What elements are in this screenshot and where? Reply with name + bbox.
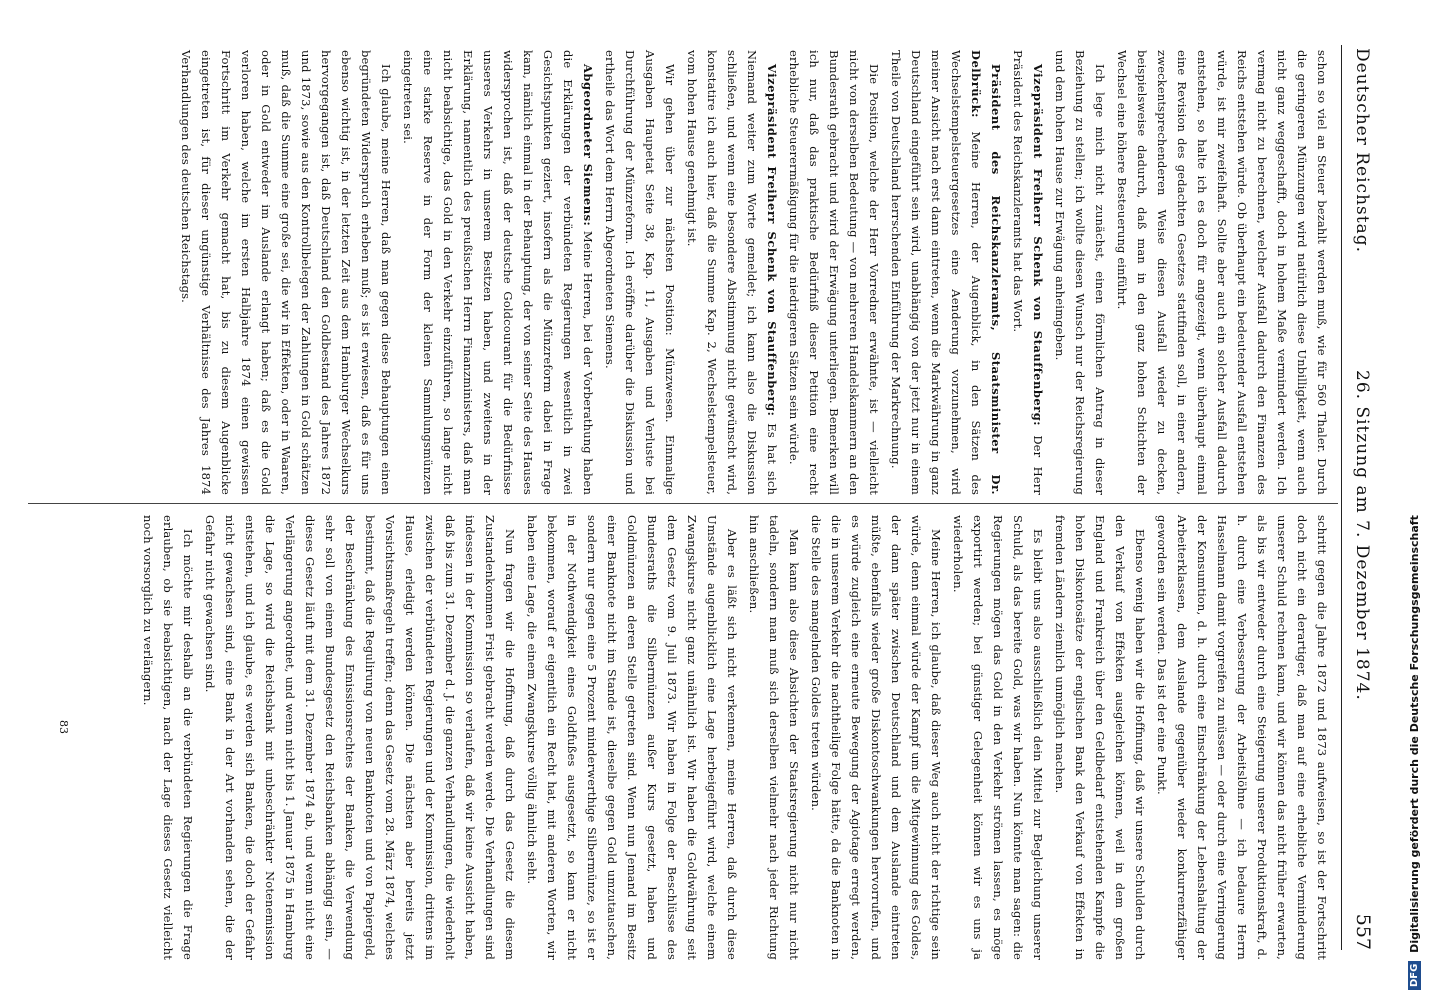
speech bbox=[398, 50, 598, 495]
paragraph: Wir gehen über zur nächsten Position: Münzwesen. Einmalige Ausgaben Haupetat Seite 38, Kap. 11, Ausgaben und Verluste bei Durchführung der Münzreform. Ich eröffne darüber die Diskussion und ertheile das Wort dem Herrn Abgeordneten Siemens. bbox=[603, 50, 677, 495]
speech bbox=[1008, 50, 1048, 495]
speech-text: Es hat sich Niemand weiter zum Worte gemeldet; ich kann also die Diskussion schließen, und wenn eine besondere Abstimmung nicht gewünscht wird, konstatire ich auch hier, daß die Summe Kap. 2, Wechselstempelsteuer, vom hohen Hause genehmigt ist. bbox=[685, 50, 779, 496]
speech bbox=[682, 50, 782, 495]
speech-text: Meine Herren, bei der Vorberathung haben die Erklärungen der verbündeten Regierungen wesentlich in zwei Gesichtspunkten geziert, insofern als die Münzreform dabei in Frage kam, nämlich einmal in der Behauptung, der von seiner Seite des Hauses widersprochen ist, daß der deutsche Goldcourant für die Bedürfnisse unseres Verkehrs in unserem Besitzen haben, und zweitens in der Erklärung, namentlich des preußischen Herrn Finanzministers, daß man nicht beabsichtige, das Gold in den Verkehr einzuführen, so lange nicht eine starke Reserve in der Form der kleinen Sammlungsmünzen eingetreten sei. bbox=[401, 50, 595, 495]
header-session: 26. Sitzung am 7. Dezember 1874. bbox=[1352, 370, 1372, 701]
paragraph: schritt gegen die Jahre 1872 und 1873 aufweisen, so ist der Fortschritt doch nicht ein derartiger, daß man auf eine erhebliche Verminderung unserer Schuld rechnen kann, und wir können das nicht früher erwarten, als bis wir entweder durch eine Steigerung unserer Produktionskraft, d. h. durch eine Verbesserung der Arbeitslöhne — ich bedaure Herrn Hasselmann damit vorgreifen zu müssen — oder durch eine Verringerung der Konsumtion, d. h. durch eine Einschränkung der Lebenshaltung der Arbeiterklassen, dem Auslande gegenüber wieder konkurrenzfähiger geworden sein werden. Das ist der eine Punkt. bbox=[1155, 515, 1329, 960]
speaker-name: Vizepräsident Freiherr Schenk von Stauffenberg: bbox=[1031, 64, 1045, 427]
dfg-credit bbox=[1408, 10, 1428, 990]
page-header bbox=[1340, 40, 1380, 960]
credit-text: Digitalisierung gefördert durch die Deutsche Forschungsgemeinschaft bbox=[1408, 515, 1421, 953]
dfg-logo: DFG bbox=[1408, 961, 1421, 990]
left-column bbox=[174, 50, 1332, 495]
speech-text: Meine Herren, der Augenblick, in den Sätzen des Wechselstempelsteuergesetzes eine Aenderung vorzunehmen, wird meiner Ansicht nach erst dann eintreten, wenn die Markwährung in ganz Deutschland eingeführt sein wird, unabhängig von der jetzt nur in einem Theile von Deutschland herrschenden Einführung der Markrechnung. bbox=[889, 50, 983, 495]
paragraph: Man kann also diese Absichten der Staatsregierung nicht nur nicht tadeln, sondern man muß sich derselben vielmehr nach jeder Richtung hin anschließen. bbox=[747, 515, 801, 960]
speaker-name: Abgeordneter Siemens: bbox=[581, 64, 595, 227]
paragraph: Ich lege mich nicht zunächst, einen förmlichen Antrag in dieser Beziehung zu stellen; ich wollte diesen Wunsch nur der Reichsregierung und dem hohen Hause zur Erwägung anheimgeben. bbox=[1053, 50, 1107, 495]
speaker-name: Präsident des Reichskanzleramts, Staatsminister Dr. Delbrück: bbox=[969, 50, 1003, 495]
header-rule bbox=[1341, 45, 1342, 950]
speaker-name: Vizepräsident Freiherr Schenk von Stauffenberg: bbox=[765, 64, 779, 417]
page-number: 557 bbox=[1352, 913, 1374, 950]
paragraph: Ich möchte mir deshalb an die verbündeten Regierungen die Frage erlauben, ob sie beabsichtigen, nach der Lage dieses Gesetz vielleicht noch vorsorglich zu verlängern. bbox=[141, 515, 195, 960]
right-column bbox=[136, 515, 1332, 960]
header-publication: Deutscher Reichstag. bbox=[1352, 48, 1372, 253]
paragraph: Ich glaube, meine Herren, daß man gegen diese Behauptungen einen begründeten Widerspruch erheben muß; es ist erwiesen, daß es für uns ebenso wichtig ist, in der letzten Zeit aus dem Hamburger Wechselkurs hervorgegangen ist, daß Deutschland den Goldbestand des Jahres 1872 und 1873, sowie aus den Kontrollbelegen der Zahlungen in Gold schätzen muß, daß die Summe eine große sei, die wir in Effekten, oder in Waaren, oder in Gold entweder im Auslande erlangt haben; daß es die Gold verloren haben, welche im ersten Halbjahre 1874 einen gewissen Fortschritt im Verkehr gemacht hat, bis zu diesem Augenblicke eingetreten ist, für dieser ungünstige Verhältnisse des Jahres 1874 Verhandlungen des deutschen Reichstags. bbox=[179, 50, 393, 495]
speech-text: Der Herr Präsident des Reichskanzleramts hat das Wort. bbox=[1011, 50, 1045, 495]
paragraph: schon so viel an Steuer bezahlt werden muß, wie für 560 Thaler. Durch die geringeren Münzungen wird natürlich diese Unbilligkeit, wenn auch nicht ganz weggeschafft, doch in hohem Maße vermindert werden. Ich vermag nicht zu berechnen, welcher Ausfall dadurch den Finanzen des Reichs entstehen würde. Ob überhaupt ein bedeutender Ausfall entstehen würde, ist mir zweifelhaft. Sollte aber auch ein solcher Ausfall dadurch entstehen, so halte ich es doch für angezeigt, wenn überhaupt einmal eine Revision des gedachten Gesetzes stattfinden soll, in einer andern, zweckentsprechenderen Weise diesen Ausfall wieder zu decken, beispielsweise dadurch, daß man in den ganz hohen Schichten der Wechsel eine höhere Besteuerung einführt. bbox=[1115, 50, 1329, 495]
paragraph: Aber es läßt sich nicht verkennen, meine Herren, daß durch diese Umstände augenblicklich eine Lage herbeigeführt wird, welche einem Zwangskurse nicht ganz unähnlich ist. Wir haben die Goldwährung seit dem Gesetz vom 9. Juli 1873. Wir haben in Folge der Beschlüsse des Bundesraths die Silbermünzen außer Kurs gesetzt, haben und Goldmünzen an deren Stelle getreten sind. Wenn nun Jemand im Besitz einer Banknote nicht im Stande ist, dieselbe gegen Gold umzutauschen, sondern nur gegen eine 5 Prozent minderwerthige Silbermünze, so ist er in der Nothwendigkeit eines Goldfußes ausgesetzt, so kann er nicht bekommen, worauf er eigentlich ein Recht hat, mit anderen Worten, wir haben eine Lage, die einem Zwangskurse völlig ähnlich sieht. bbox=[525, 515, 739, 960]
signature-mark: 83 bbox=[57, 720, 70, 734]
paragraph: Es bleibt uns also ausschließlich dein Mittel zur Begleichung unserer Schuld, als das bereite Gold, was wir haben. Nun könnte man sagen: die Regierungen mögen das Gold in den Verkehr strömen lassen, es möge exportirt werden; bei günstiger Gelegenheit können wir es uns ja wiederholen. bbox=[951, 515, 1045, 960]
paragraph: Die Position, welche der Herr Vorredner erwähnte, ist — vielleicht nicht von derselben Bedeutung — von mehreren Handelskammern an den Bundesrath gebracht und wird der Erwägung unterliegen. Bemerken will ich nur, daß das praktische Bedürfniß dieser Petition eine recht erhebliche Steuerermäßigung für die niedrigeren Sätzen sein würde. bbox=[787, 50, 881, 495]
paragraph: Nun fragen wir die Hoffnung, daß durch das Gesetz die diesem Zustandenkommen Frist gebracht werden werde. Die Verhandlungen sind indessen in der Kommission so verlaufen, daß wir keine Aussicht haben, daß bis zum 31. Dezember d. J. die ganzen Verhandlungen, die wiederholt zwischen der verbündeten Regierungen und der Kommission, drittens im Hause, erledigt werden können. Die nächsten aber bereits jetzt Vorsichtsmaßregeln treffen; denn das Gesetz vom 28. März 1874, welches bestimmt, daß die Regulirung von neuen Banknoten und von Papiergeld, der Beschränkung des Emissionsrechtes der Banken, die Verwendung sehr soll von einem Bundesgesetz den Reichsbanken abhängig sein, — dieses Gesetz läuft mit dem 31. Dezember 1874 ab, und wenn nicht eine Verlängerung angeordnet, und wenn nicht bis 1. Januar 1875 in Hamburg die Lage, so wird die Reichsbank mit unbeschränkter Notenemission entstehen, und ich glaube, es werden sich Banken, die doch der Gefahr nicht gewachsen sind, eine Bank in der Art vorhanden sehen, die der Gefahr nicht gewachsen sind. bbox=[203, 515, 517, 960]
speech bbox=[886, 50, 1006, 495]
paragraph: Meine Herren, ich glaube, daß dieser Weg auch nicht der richtige sein würde, denn einmal würde der Kampf um die Mitgewinnung des Goldes, der dann später zwischen Deutschland und dem Auslande eintreten müßte, ebenfalls wieder große Diskontoschwankungen hervorrufen, und es würde zugleich eine erneute Bewegung der Agiotage erregt werden, die in unserem Verkehr die nachtheilige Folge hätte, da die Banknoten in die Stelle des mangelnden Goldes treten würden. bbox=[809, 515, 943, 960]
paragraph: Ebenso wenig haben wir die Hoffnung, daß wir unsere Schulden durch den Verkauf von Effekten ausgleichen können, weil in dem großen England und Frankreich über den Geldbedarf entstehenden Kampfe die hohen Diskontosätze der englischen Bank den Verkauf von Effekten in fremden Ländern ziemlich unmöglich machen. bbox=[1053, 515, 1147, 960]
column-divider bbox=[28, 503, 1338, 504]
